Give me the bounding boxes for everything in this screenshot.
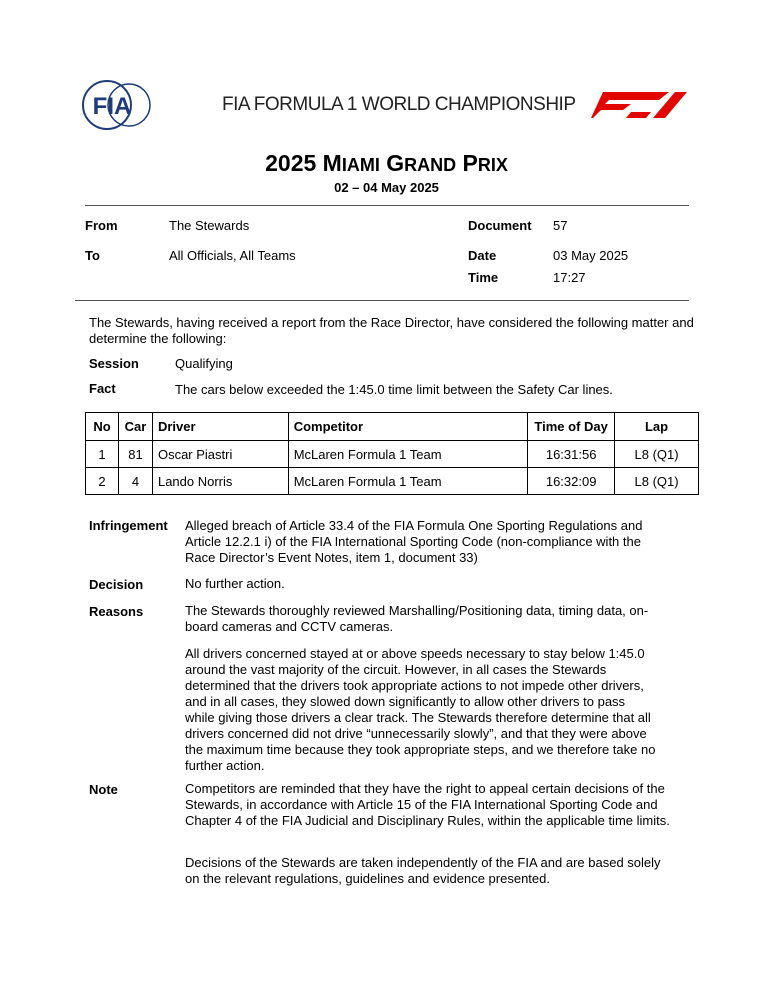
infringement-label: Infringement — [89, 518, 168, 533]
table-header: Lap — [615, 413, 699, 441]
table-row — [86, 441, 699, 468]
text-line: The Stewards thoroughly reviewed Marshalling/Positioning data, timing data, on- — [185, 603, 649, 618]
text-line: determined that the drivers took appropriate actions to not impede other drivers, — [185, 678, 644, 693]
table-cell: L8 (Q1) — [615, 441, 699, 468]
text-line: the maximum time because they took appropriate steps, and we therefore take no — [185, 742, 656, 757]
table-cell: 81 — [118, 441, 152, 468]
to-value: All Officials, All Teams — [169, 248, 296, 263]
text-line: Stewards, in accordance with Article 15 of the FIA International Sporting Code and — [185, 797, 658, 812]
text-line: while giving those drivers a clear track. The Stewards therefore determine that all — [185, 710, 651, 725]
text-line: around the vast majority of the circuit. However, in all cases the Stewards — [185, 662, 607, 677]
table-header: Time of Day — [528, 413, 615, 441]
event-dates: 02 – 04 May 2025 — [334, 180, 439, 195]
reasons-paragraph-1 — [185, 603, 648, 635]
fia-logo — [82, 80, 152, 130]
table-cell: Oscar Piastri — [152, 441, 288, 468]
infringement-text — [185, 518, 642, 566]
fact-value: The cars below exceeded the 1:45.0 time limit between the Safety Car lines. — [175, 382, 613, 397]
text-line: All drivers concerned stayed at or above speeds necessary to stay below 1:45.0 — [185, 646, 645, 661]
text-line: Article 12.2.1 i) of the FIA International Sporting Code (non-compliance with the — [185, 534, 641, 549]
text-line: Race Director’s Event Notes, item 1, document 33) — [185, 550, 478, 565]
session-label: Session — [89, 356, 139, 371]
document-label: Document — [468, 218, 532, 233]
text-line: on the relevant regulations, guidelines and evidence presented. — [185, 871, 550, 886]
text-line: drivers concerned did not drive “unnecessarily slowly”, and that they were above — [185, 726, 647, 741]
table-header: No — [86, 413, 119, 441]
table-cell: McLaren Formula 1 Team — [288, 468, 528, 495]
time-label: Time — [468, 270, 499, 285]
note-label: Note — [89, 782, 118, 797]
text-line: Chapter 4 of the FIA Judicial and Disciplinary Rules, within the applicable time limits. — [185, 813, 670, 828]
text-line: Alleged breach of Article 33.4 of the FIA Formula One Sporting Regulations and — [185, 518, 643, 533]
intro-text: The Stewards, having received a report from the Race Director, have considered the following matter and determine the following: — [89, 315, 694, 346]
fact-label: Fact — [89, 381, 116, 396]
text-line: and in all cases, they slowed down significantly to allow other drivers to pass — [185, 694, 626, 709]
divider-top — [85, 205, 689, 206]
table-cell: L8 (Q1) — [615, 468, 699, 495]
table-cell: McLaren Formula 1 Team — [288, 441, 528, 468]
reasons-label: Reasons — [89, 604, 144, 619]
decision-value: No further action. — [185, 576, 285, 591]
from-value: The Stewards — [169, 218, 250, 233]
from-label: From — [85, 218, 118, 233]
table-cell: 16:31:56 — [528, 441, 615, 468]
time-value: 17:27 — [553, 270, 586, 285]
table-header: Car — [118, 413, 152, 441]
date-label: Date — [468, 248, 497, 263]
table-header: Competitor — [288, 413, 528, 441]
results-table — [85, 412, 699, 495]
date-value: 03 May 2025 — [553, 248, 629, 263]
table-cell: 2 — [86, 468, 119, 495]
table-cell: 1 — [86, 441, 119, 468]
text-line: further action. — [185, 758, 265, 773]
table-header: Driver — [152, 413, 288, 441]
document-title: 2025 MIAMI GRAND PRIX — [265, 150, 508, 176]
session-value: Qualifying — [175, 356, 233, 371]
championship-title: FIA FORMULA 1 WORLD CHAMPIONSHIP — [222, 94, 576, 115]
decision-label: Decision — [89, 577, 144, 592]
text-line: Decisions of the Stewards are taken independently of the FIA and are based solely — [185, 855, 661, 870]
note-paragraph-1 — [185, 781, 670, 829]
table-header-row — [86, 413, 699, 441]
table-cell: Lando Norris — [152, 468, 288, 495]
divider-bottom — [75, 300, 689, 301]
f1-logo — [591, 92, 689, 118]
table-cell: 4 — [118, 468, 152, 495]
table-cell: 16:32:09 — [528, 468, 615, 495]
to-label: To — [85, 248, 100, 263]
reasons-paragraph-2 — [185, 646, 655, 774]
note-paragraph-2 — [185, 855, 661, 887]
document-value: 57 — [553, 218, 568, 233]
text-line: Competitors are reminded that they have the right to appeal certain decisions of the — [185, 781, 665, 796]
fia-logo-text: FIA — [92, 93, 132, 120]
table-row — [86, 468, 699, 495]
text-line: board cameras and CCTV cameras. — [185, 619, 394, 634]
